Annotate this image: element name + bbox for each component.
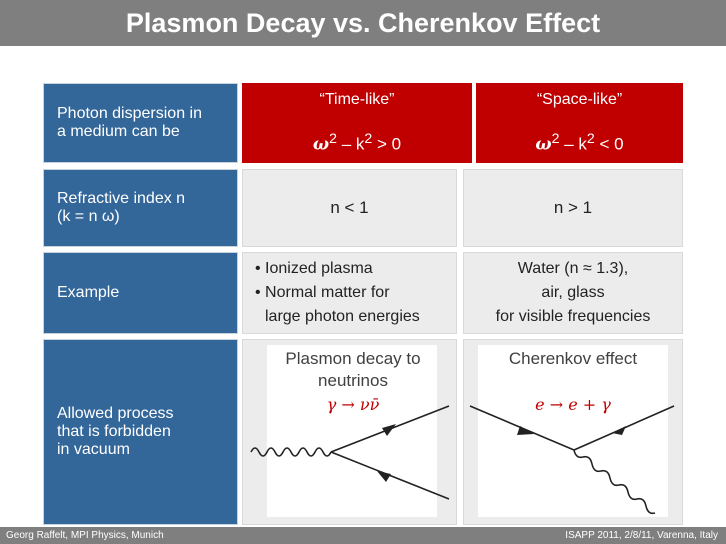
- plasmon-process: γ → νν̄: [326, 395, 380, 414]
- example-line: air, glass: [541, 284, 605, 301]
- example-line: • Ionized plasma: [255, 260, 373, 277]
- label-line: that is forbidden: [57, 423, 171, 440]
- cherenkov-title: Cherenkov effect: [508, 349, 638, 368]
- example-line: large photon energies: [265, 308, 420, 325]
- space-like-example: [463, 252, 683, 334]
- label-line: Photon dispersion in: [57, 105, 202, 122]
- space-like-header: [476, 83, 683, 163]
- footer-right: ISAPP 2011, 2/8/11, Varenna, Italy: [363, 527, 726, 544]
- space-like-relation: $\omega^2 - k^2 < 0$: [535, 131, 624, 155]
- plasmon-decay-diagram: [243, 340, 456, 524]
- label-line: a medium can be: [57, 123, 180, 140]
- time-like-title: “Time-like”: [319, 91, 395, 109]
- space-like-title: “Space-like”: [536, 91, 623, 109]
- label-line: Allowed process: [57, 405, 174, 422]
- example-line: for visible frequencies: [495, 308, 651, 325]
- label-photon-dispersion: [43, 83, 238, 163]
- label-line: (k = n ω): [57, 208, 120, 225]
- label-line: Refractive index n: [57, 190, 186, 207]
- slide-title: Plasmon Decay vs. Cherenkov Effect: [0, 0, 726, 46]
- label-refractive-index: [43, 169, 238, 247]
- label-line: in vacuum: [57, 441, 130, 458]
- example-line: Water (n ≈ 1.3),: [517, 260, 629, 277]
- label-example: Example: [43, 252, 238, 334]
- footer-left: Georg Raffelt, MPI Physics, Munich: [0, 527, 363, 544]
- plasmon-decay-diagram-panel: [242, 339, 457, 525]
- space-like-index: n > 1: [463, 169, 683, 247]
- plasmon-title-line2: neutrinos: [318, 371, 388, 390]
- cherenkov-diagram-panel: [463, 339, 683, 525]
- plasmon-title-line1: Plasmon decay to: [285, 349, 421, 368]
- cherenkov-diagram: [464, 340, 682, 524]
- label-allowed-process: [43, 339, 238, 525]
- cherenkov-process: e → e + γ: [535, 395, 611, 414]
- time-like-index: n < 1: [242, 169, 457, 247]
- example-line: • Normal matter for: [255, 284, 390, 301]
- time-like-relation: $\omega^2 - k^2 > 0$: [312, 131, 402, 155]
- time-like-header: [242, 83, 472, 163]
- time-like-example: [242, 252, 457, 334]
